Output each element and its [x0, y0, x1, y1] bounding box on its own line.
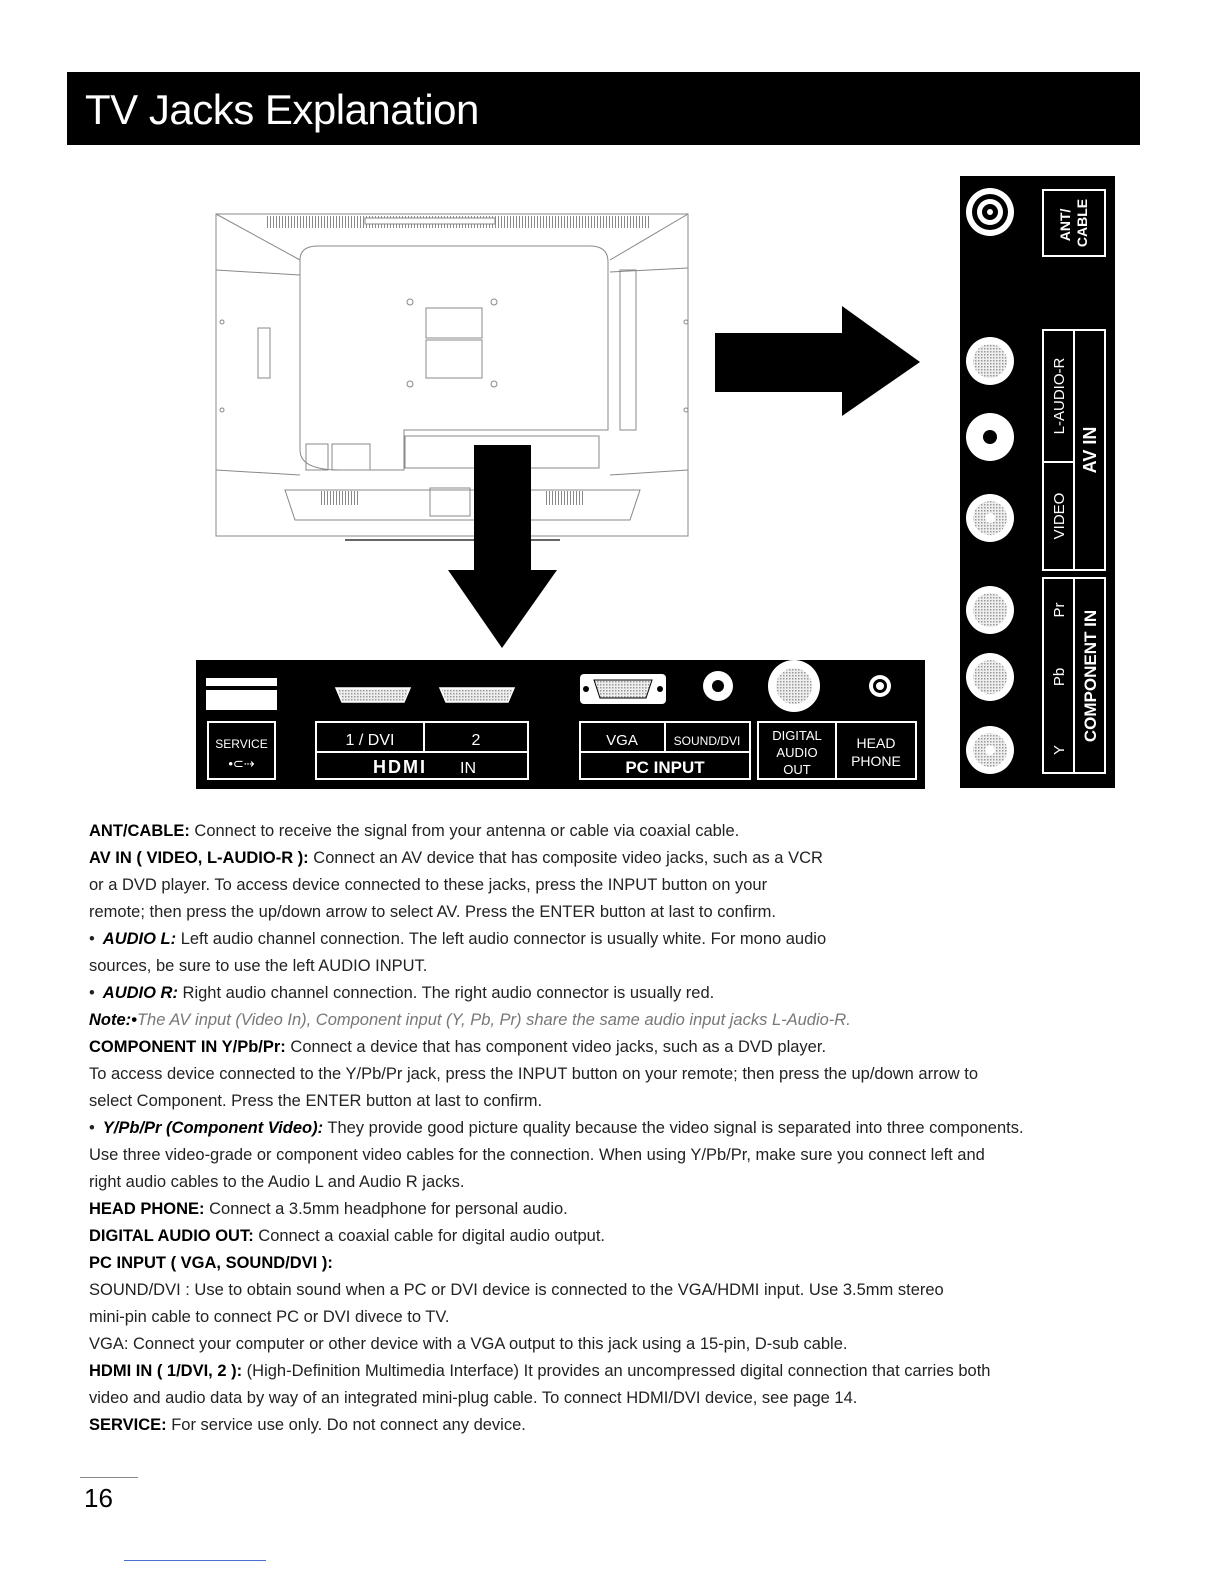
digital-audio-jack-icon [768, 660, 820, 712]
description-line [89, 1034, 1189, 1061]
tv-back-drawing [216, 214, 688, 540]
description-line [89, 1169, 1189, 1196]
av-in-label: AV IN [1080, 426, 1100, 474]
digital-audio-label-3: OUT [783, 762, 811, 777]
hdmi-2-label: 2 [471, 732, 481, 749]
description-label: AV IN ( VIDEO, L-AUDIO-R ): [89, 849, 309, 867]
description-text: right audio cables to the Audio L and Audio R jacks. [89, 1173, 465, 1191]
description-text: To access device connected to the Y/Pb/Pr jack, press the INPUT button on your remote; then press the up/down arrow to [89, 1065, 979, 1083]
description-text: Left audio channel connection. The left audio connector is usually white. For mono audio [176, 930, 827, 948]
description-line [89, 1223, 1189, 1250]
description-text: video and audio data by way of an integrated mini-plug cable. To connect HDMI/DVI device, see page 14. [89, 1389, 858, 1407]
description-text: Connect an AV device that has composite video jacks, such as a VCR [308, 849, 823, 867]
description-line [89, 1142, 1189, 1169]
ant-cable-label: ANT/ CABLE [1057, 198, 1090, 248]
video-label: VIDEO [1051, 492, 1068, 540]
description-text: remote; then press the up/down arrow to select AV. Press the ENTER button at last to confirm. [89, 903, 776, 921]
description-label: HEAD PHONE: [89, 1200, 205, 1218]
bullet: • [89, 1119, 95, 1137]
bullet: • [89, 930, 95, 948]
description-label: AUDIO L: [102, 930, 177, 948]
hdmi-in-label: IN [460, 760, 476, 777]
vga-port-icon [580, 674, 666, 704]
sound-dvi-label: SOUND/DVI [673, 734, 741, 748]
description-line [89, 1385, 1189, 1412]
usb-icon: •⊂⇢ [228, 756, 255, 771]
jack-descriptions [89, 818, 1189, 1439]
description-text: Connect a 3.5mm headphone for personal audio. [204, 1200, 568, 1218]
description-line [89, 1358, 1189, 1385]
description-line [89, 1088, 1189, 1115]
video-jack-icon [966, 494, 1014, 542]
description-line [89, 1304, 1189, 1331]
description-line [89, 1061, 1189, 1088]
pb-jack-icon [966, 653, 1014, 701]
description-text: For service use only. Do not connect any device. [166, 1416, 526, 1434]
pr-label: Pr [1051, 602, 1068, 618]
pb-label: Pb [1051, 667, 1068, 687]
description-line [89, 953, 1189, 980]
description-line [89, 926, 1189, 953]
description-line [89, 872, 1189, 899]
sound-dvi-jack-icon [703, 671, 733, 701]
description-line [89, 899, 1189, 926]
description-line [89, 1331, 1189, 1358]
description-text: They provide good picture quality because the video signal is separated into three components. [323, 1119, 1024, 1137]
description-label: Note:• [89, 1011, 137, 1029]
digital-audio-label-1: DIGITAL [772, 728, 822, 743]
bottom-jack-panel [196, 660, 925, 789]
hdmi-port-icon [440, 688, 514, 702]
l-audio-r-label: L-AUDIO-R [1051, 357, 1068, 435]
audio-r-jack-icon [966, 337, 1014, 385]
ant-cable-jack-icon [966, 188, 1014, 236]
description-text: sources, be sure to use the left AUDIO INPUT. [89, 957, 428, 975]
description-line [89, 845, 1189, 872]
description-text: The AV input (Video In), Component input (Y, Pb, Pr) share the same audio input jacks L-Audio-R. [136, 1011, 851, 1029]
description-line [89, 818, 1189, 845]
arrow-right-icon [715, 306, 920, 416]
y-label: Y [1051, 744, 1068, 756]
description-text: Connect to receive the signal from your antenna or cable via coaxial cable. [189, 822, 740, 840]
description-line [89, 1196, 1189, 1223]
description-text: Right audio channel connection. The right audio connector is usually red. [177, 984, 715, 1002]
description-line [89, 1277, 1189, 1304]
description-line [89, 1412, 1189, 1439]
headphone-label-1: HEAD [856, 735, 896, 751]
page-number-rule [80, 1477, 138, 1478]
component-in-label: COMPONENT IN [1081, 609, 1100, 743]
description-text: Use three video-grade or component video cables for the connection. When using Y/Pb/Pr, make sure you connect left and [89, 1146, 985, 1164]
description-label: COMPONENT IN Y/Pb/Pr: [89, 1038, 286, 1056]
description-text: or a DVD player. To access device connected to these jacks, press the INPUT button on your [89, 876, 768, 894]
pc-input-label: PC INPUT [625, 758, 705, 777]
description-label: Y/Pb/Pr (Component Video): [102, 1119, 324, 1137]
hdmi-logo: HDMI [373, 757, 427, 777]
description-label: SERVICE: [89, 1416, 167, 1434]
page-number: 16 [84, 1483, 113, 1513]
description-label: ANT/CABLE: [89, 822, 190, 840]
description-line [89, 980, 1189, 1007]
description-label: PC INPUT ( VGA, SOUND/DVI ): [89, 1254, 333, 1272]
description-text: VGA: Connect your computer or other device with a VGA output to this jack using a 15-pin, D-sub cable. [89, 1335, 848, 1353]
description-text: Connect a coaxial cable for digital audio output. [253, 1227, 605, 1245]
side-jack-panel [960, 176, 1115, 788]
headphone-jack-icon [869, 675, 891, 697]
hdmi-1-dvi-label: 1 / DVI [345, 732, 395, 749]
description-text: Connect a device that has component video jacks, such as a DVD player. [285, 1038, 827, 1056]
headphone-label-2: PHONE [851, 753, 901, 769]
description-label: AUDIO R: [102, 984, 178, 1002]
description-line [89, 1115, 1189, 1142]
page-title: TV Jacks Explanation [85, 86, 479, 133]
description-label: HDMI IN ( 1/DVI, 2 ): [89, 1362, 243, 1380]
service-label: SERVICE [215, 737, 268, 751]
description-line [89, 1007, 1189, 1034]
pr-jack-icon [966, 586, 1014, 634]
description-text: select Component. Press the ENTER button at last to confirm. [89, 1092, 543, 1110]
digital-audio-label-2: AUDIO [776, 745, 818, 760]
hdmi-port-icon [336, 688, 410, 702]
vga-label: VGA [606, 732, 638, 749]
description-text: (High-Definition Multimedia Interface) It provides an uncompressed digital connection that carries both [242, 1362, 991, 1380]
description-label: DIGITAL AUDIO OUT: [89, 1227, 254, 1245]
bottom-rule [124, 1560, 266, 1561]
audio-l-jack-icon [966, 413, 1014, 461]
bullet: • [89, 984, 95, 1002]
description-text: SOUND/DVI : Use to obtain sound when a PC or DVI device is connected to the VGA/HDMI input. Use 3.5mm stereo [89, 1281, 944, 1299]
description-text: mini-pin cable to connect PC or DVI divece to TV. [89, 1308, 450, 1326]
description-line [89, 1250, 1189, 1277]
y-jack-icon [966, 726, 1014, 774]
